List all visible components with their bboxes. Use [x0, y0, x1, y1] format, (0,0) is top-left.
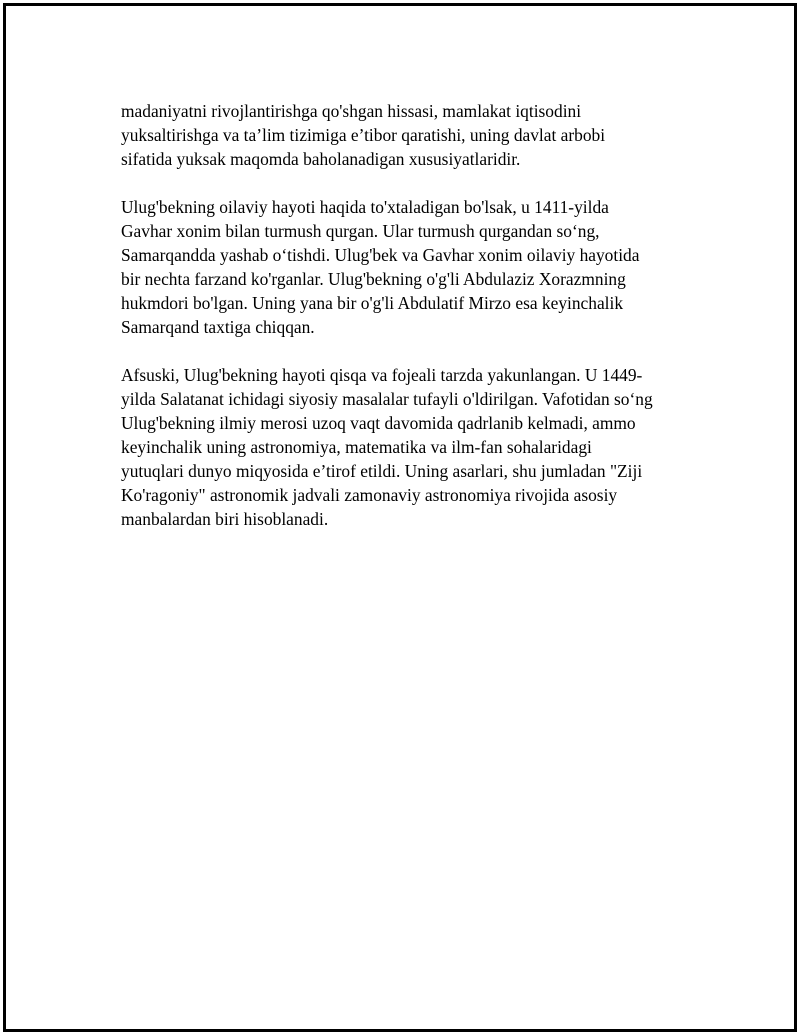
- paragraph-1: [121, 99, 701, 171]
- text-line: Samarqand taxtiga chiqqan.: [121, 317, 315, 337]
- text-line: yilda Salatanat ichidagi siyosiy masalalar tufayli o'ldirilgan. Vafotidan so‘ng: [121, 389, 653, 409]
- text-line: sifatida yuksak maqomda baholanadigan xususiyatlaridir.: [121, 149, 521, 169]
- document-body: [121, 99, 701, 555]
- text-line: yutuqlari dunyo miqyosida e’tirof etildi. Uning asarlari, shu jumladan "Ziji: [121, 461, 643, 481]
- text-line: keyinchalik uning astronomiya, matematika va ilm-fan sohalaridagi: [121, 437, 592, 457]
- text-line: Samarqandda yashab o‘tishdi. Ulug'bek va Gavhar xonim oilaviy hayotida: [121, 245, 640, 265]
- paragraph-2: [121, 195, 701, 339]
- text-line: Gavhar xonim bilan turmush qurgan. Ular turmush qurgandan so‘ng,: [121, 221, 600, 241]
- text-line: Afsuski, Ulug'bekning hayoti qisqa va fojeali tarzda yakunlangan. U 1449-: [121, 365, 643, 385]
- text-line: Ko'ragoniy" astronomik jadvali zamonaviy astronomiya rivojida asosiy: [121, 485, 618, 505]
- text-line: yuksaltirishga va ta’lim tizimiga e’tibor qaratishi, uning davlat arbobi: [121, 125, 606, 145]
- text-line: Ulug'bekning oilaviy hayoti haqida to'xtaladigan bo'lsak, u 1411-yilda: [121, 197, 609, 217]
- text-line: Ulug'bekning ilmiy merosi uzoq vaqt davomida qadrlanib kelmadi, ammo: [121, 413, 636, 433]
- text-line: hukmdori bo'lgan. Uning yana bir o'g'li Abdulatif Mirzo esa keyinchalik: [121, 293, 624, 313]
- paragraph-3: [121, 363, 701, 531]
- text-line: madaniyatni rivojlantirishga qo'shgan hissasi, mamlakat iqtisodini: [121, 101, 582, 121]
- page-frame: [3, 3, 797, 1032]
- text-line: manbalardan biri hisoblanadi.: [121, 509, 329, 529]
- text-line: bir nechta farzand ko'rganlar. Ulug'bekning o'g'li Abdulaziz Xorazmning: [121, 269, 626, 289]
